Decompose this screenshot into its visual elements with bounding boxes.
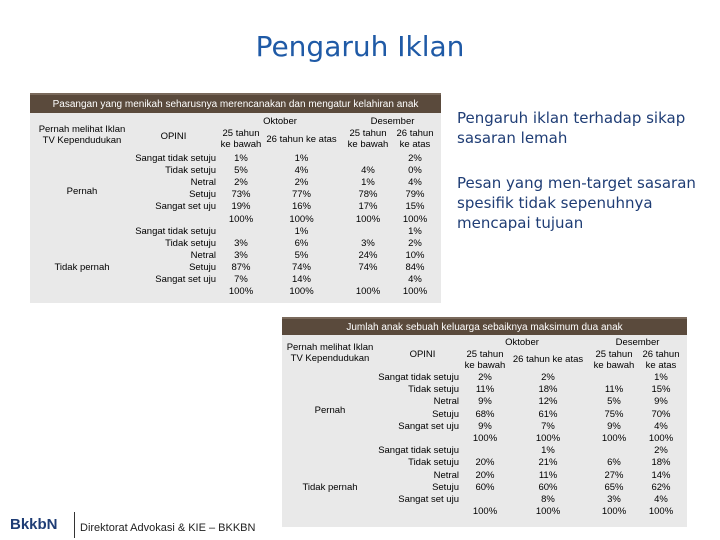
value-cell: 15% xyxy=(405,201,425,213)
value-cell: 100% xyxy=(289,286,314,298)
value-cell: 73% xyxy=(231,189,251,201)
value-cell: 3% xyxy=(361,237,375,249)
side-note-1: Pengaruh iklan terhadap sikap sasaran lemah xyxy=(457,109,686,147)
footer-divider xyxy=(74,512,75,538)
value-cell: 100% xyxy=(601,433,627,444)
value-cell: 7% xyxy=(234,274,248,285)
opinion-label: Sangat set uju xyxy=(155,201,216,213)
value-cell: 74% xyxy=(358,261,378,273)
value-cell: 1% xyxy=(294,153,309,164)
table1-col-group-label: Pernah melihat Iklan TV Kependudukan xyxy=(38,124,126,146)
opinion-label: Sangat tidak setuju xyxy=(135,225,216,237)
value-cell: 1% xyxy=(234,153,248,164)
value-cell: 2% xyxy=(234,177,248,189)
value-cell: 6% xyxy=(294,237,309,249)
value-cell: 9% xyxy=(654,396,668,408)
value-cell: 87% xyxy=(231,261,251,273)
value-cell: 11% xyxy=(475,384,495,396)
value-cell: 4% xyxy=(654,494,668,505)
value-cell: 7% xyxy=(541,420,555,432)
opinion-label: Netral xyxy=(190,177,216,189)
value-cell: 12% xyxy=(538,396,558,408)
value-cell: 1% xyxy=(408,225,422,237)
table2-okt-age2: 26 tahun ke atas xyxy=(512,354,584,365)
value-cell: 2% xyxy=(478,372,492,383)
opinion-label: Tidak setuju xyxy=(408,457,459,469)
table2-des-age2: 26 tahun ke atas xyxy=(642,349,680,371)
value-cell: 68% xyxy=(475,408,495,420)
value-cell: 4% xyxy=(654,420,668,432)
opinion-label: Netral xyxy=(433,396,459,408)
value-cell: 4% xyxy=(294,165,309,177)
value-cell: 100% xyxy=(535,506,561,518)
value-cell: 1% xyxy=(294,225,309,237)
value-cell: 65% xyxy=(604,481,624,493)
table2-period-okt: Oktober xyxy=(505,337,539,348)
value-cell: 15% xyxy=(651,384,671,396)
value-cell: 100% xyxy=(535,433,561,444)
opinion-label: Sangat set uju xyxy=(398,494,459,505)
value-cell: 100% xyxy=(355,286,381,298)
value-cell: 24% xyxy=(358,249,378,261)
value-cell: 9% xyxy=(478,420,492,432)
value-cell: 100% xyxy=(355,213,381,225)
value-cell: 20% xyxy=(475,469,495,481)
value-cell: 11% xyxy=(538,469,558,481)
side-note-2: Pesan yang men-target sasaran spesifik tidak sepenuhnya mencapai tujuan xyxy=(457,174,696,232)
value-cell: 1% xyxy=(654,372,668,383)
value-cell: 10% xyxy=(405,249,425,261)
value-cell: 100% xyxy=(601,506,627,518)
value-cell: 4% xyxy=(361,165,375,177)
table2-group-tidak-pernah: Tidak pernah xyxy=(302,482,358,493)
table2-header: Jumlah anak sebuah keluarga sebaiknya maksimum dua anak xyxy=(282,317,687,337)
table1-period-des: Desember xyxy=(370,116,415,127)
table2-des-age1: 25 tahun ke bawah xyxy=(593,349,635,371)
opinion-label: Tidak setuju xyxy=(408,384,459,396)
value-cell: 84% xyxy=(405,261,425,273)
table1-group-pernah: Pernah xyxy=(66,186,98,197)
value-cell: 20% xyxy=(475,457,495,469)
value-cell: 11% xyxy=(604,384,624,396)
value-cell: 79% xyxy=(405,189,425,201)
value-cell: 100% xyxy=(648,433,674,444)
value-cell: 100% xyxy=(228,213,254,225)
value-cell: 100% xyxy=(228,286,254,298)
table2-col-group-label: Pernah melihat Iklan TV Kependudukan xyxy=(286,342,374,364)
value-cell: 3% xyxy=(234,249,248,261)
value-cell: 2% xyxy=(541,372,555,383)
opinion-label: Sangat tidak setuju xyxy=(135,153,216,164)
value-cell: 75% xyxy=(604,408,624,420)
value-cell: 5% xyxy=(234,165,248,177)
value-cell: 74% xyxy=(291,261,311,273)
table1-okt-age1: 25 tahun ke bawah xyxy=(220,128,262,150)
value-cell: 61% xyxy=(538,408,558,420)
value-cell: 16% xyxy=(291,201,311,213)
value-cell: 100% xyxy=(402,286,428,298)
value-cell: 8% xyxy=(541,494,555,505)
opinion-label: Sangat tidak setuju xyxy=(378,445,459,457)
value-cell: 4% xyxy=(408,177,422,189)
table1-des-age1: 25 tahun ke bawah xyxy=(347,128,389,150)
value-cell: 60% xyxy=(538,481,558,493)
table1-opini-label: OPINI xyxy=(160,131,187,142)
opinion-label: Netral xyxy=(190,249,216,261)
bkkbn-logo: BkkbN xyxy=(10,516,58,533)
footer-text: Direktorat Advokasi & KIE – BKKBN xyxy=(80,522,256,534)
opinion-label: Setuju xyxy=(432,408,459,420)
value-cell: 100% xyxy=(402,213,428,225)
table2-period-des: Desember xyxy=(615,337,660,348)
value-cell: 1% xyxy=(541,445,555,457)
table1-header: Pasangan yang menikah seharusnya merencanakan dan mengatur kelahiran anak xyxy=(30,93,441,115)
page-title: Pengaruh Iklan xyxy=(255,30,465,63)
opinion-label: Setuju xyxy=(189,189,216,201)
value-cell: 100% xyxy=(289,213,314,225)
opinion-label: Tidak setuju xyxy=(165,165,216,177)
value-cell: 9% xyxy=(478,396,492,408)
value-cell: 5% xyxy=(294,249,309,261)
value-cell: 9% xyxy=(607,420,621,432)
value-cell: 1% xyxy=(361,177,375,189)
value-cell: 14% xyxy=(651,469,671,481)
table1-group-tidak-pernah: Tidak pernah xyxy=(54,262,110,273)
value-cell: 77% xyxy=(291,189,311,201)
value-cell: 3% xyxy=(234,237,248,249)
value-cell: 17% xyxy=(358,201,378,213)
table1-okt-age2: 26 tahun ke atas xyxy=(266,134,337,145)
opinion-label: Sangat tidak setuju xyxy=(378,372,459,383)
opinion-label: Sangat set uju xyxy=(155,274,216,285)
value-cell: 2% xyxy=(294,177,309,189)
value-cell: 2% xyxy=(408,237,422,249)
value-cell: 78% xyxy=(358,189,378,201)
value-cell: 6% xyxy=(607,457,621,469)
value-cell: 100% xyxy=(472,506,498,518)
value-cell: 70% xyxy=(651,408,671,420)
value-cell: 21% xyxy=(538,457,558,469)
table2-okt-age1: 25 tahun ke bawah xyxy=(464,349,506,371)
value-cell: 5% xyxy=(607,396,621,408)
value-cell: 18% xyxy=(538,384,558,396)
value-cell: 60% xyxy=(475,481,495,493)
value-cell: 4% xyxy=(408,274,422,285)
value-cell: 2% xyxy=(654,445,668,457)
value-cell: 100% xyxy=(648,506,674,518)
value-cell: 62% xyxy=(651,481,671,493)
value-cell: 27% xyxy=(604,469,624,481)
value-cell: 18% xyxy=(651,457,671,469)
value-cell: 19% xyxy=(231,201,251,213)
value-cell: 100% xyxy=(472,433,498,444)
table1-des-age2: 26 tahun ke atas xyxy=(396,128,434,150)
opinion-label: Setuju xyxy=(432,481,459,493)
opinion-label: Setuju xyxy=(189,261,216,273)
opinion-label: Tidak setuju xyxy=(165,237,216,249)
table2-opini-label: OPINI xyxy=(409,349,436,360)
value-cell: 3% xyxy=(607,494,621,505)
table2-group-pernah: Pernah xyxy=(314,405,346,416)
value-cell: 14% xyxy=(291,274,311,285)
opinion-label: Netral xyxy=(433,469,459,481)
table1-period-okt: Oktober xyxy=(263,116,297,127)
value-cell: 2% xyxy=(408,153,422,164)
opinion-label: Sangat set uju xyxy=(398,420,459,432)
value-cell: 0% xyxy=(408,165,422,177)
